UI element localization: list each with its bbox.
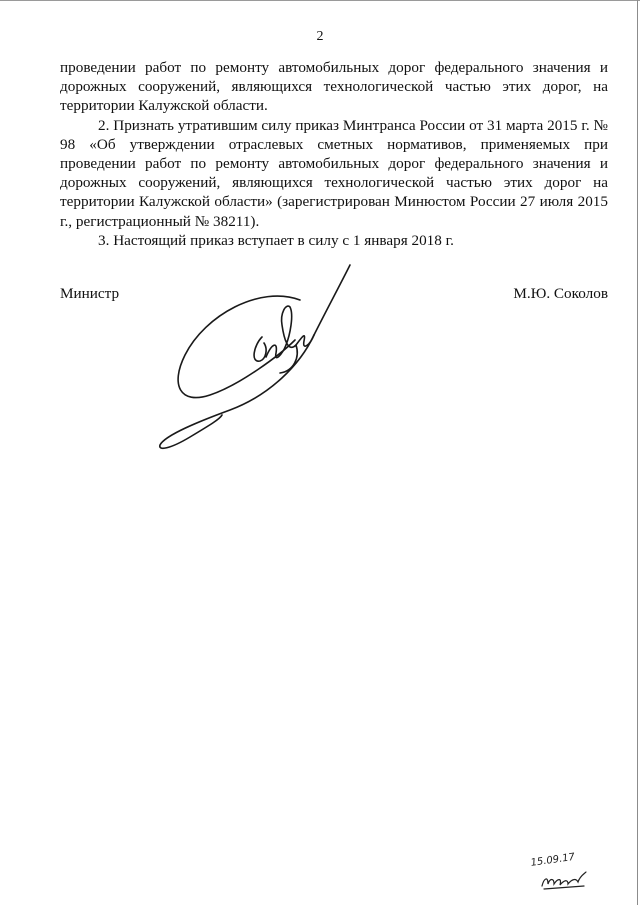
- paragraph-item-2: 2. Признать утратившим силу приказ Минтранса России от 31 марта 2015 г. № 98 «Об утверждении отраслевых сметных нормативов, применяемых при проведении работ по ремонту автомобильных дорог федерального значения и дорожных сооружений, являющихся технологической частью этих дорог на территории Калужской области» (зарегистрирован Минюстом России 27 июля 2015 г., регистрационный № 38211).: [60, 116, 608, 230]
- page-top-edge: [0, 0, 640, 1]
- handwritten-date-note: [530, 851, 590, 903]
- handwritten-initials: [538, 870, 588, 892]
- page-number: 2: [316, 29, 324, 44]
- signatory-title: Министр: [60, 285, 120, 302]
- handwritten-signature: [150, 245, 360, 455]
- signatory-name: М.Ю. Соколов: [513, 285, 608, 302]
- paragraph-item-3: 3. Настоящий приказ вступает в силу с 1 января 2018 г.: [98, 231, 454, 249]
- handwritten-date: 15.09.17: [530, 851, 576, 869]
- page-right-edge: [637, 0, 638, 905]
- paragraph-continuation: проведении работ по ремонту автомобильных дорог федерального значения и дорожных сооружений, являющихся технологической частью этих дорог, на территории Калужской области.: [60, 59, 608, 115]
- document-body: [60, 58, 608, 250]
